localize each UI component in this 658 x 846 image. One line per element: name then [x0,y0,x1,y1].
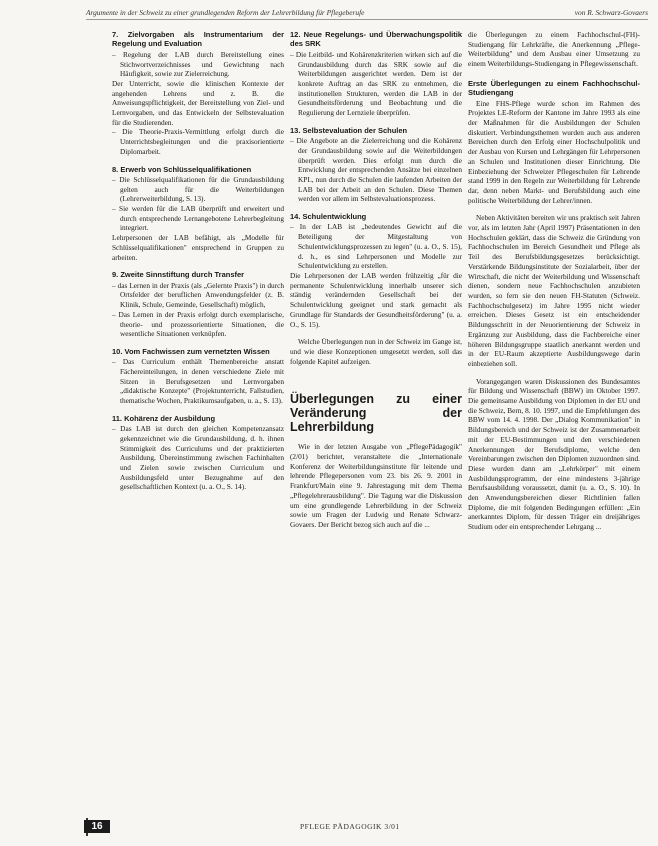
section-13-text: – Die Angebote an die Zielerreichung und die Kohärenz der Grundausbildung sowie auf die Weiterbildungen überprüft werden. Dies erfolgt nun durch die Entwicklung der entsprechenden Ansätze bei einzelnen KPL, nun durch die Schulen die laufenden Arbeiten der LAB bei der Arbeit an den Schulen. Diese Themen werden vor allem im Selbstevaluationsprozess. [290,136,462,204]
intro-paragraph: Wie in der letzten Ausgabe von „PflegePädagogik" (2/01) berichtet, veranstaltete die „Internationale Konferenz der Weiterbildungsinstitute für leitende und lehrende Pflegepersonen vom 23. bis 26. 9. 2001 in Frankfurt/Main eine 9. Jahrestagung mit dem Thema „Pflegelehrerausbildung". Die Tagung war die Diskussion um eine grundlegende Lehrerbildung in der Schweiz sowie um Fragen der Ludwig und Renate Schwarz-Govaers. Der Bericht bezog sich auch auf die ... [290,442,462,529]
section-14-text: Die Lehrpersonen der LAB werden frühzeitig „für die permanente Schulentwicklung innerhalb unserer sich ständig verändernden Gesellschaft bei der Schulentwicklung geeignet und stark gemacht als Grundlage für Standards der Gesundheitsförderung" (u. a. O., S. 15). [290,270,462,329]
column-2 [290,30,462,530]
section-9-heading: 9. Zweite Sinnstiftung durch Transfer [112,270,245,280]
column-3 [468,30,640,532]
section-8-item: Lehrpersonen der LAB befähigt, als „Modelle für Schlüsselqualifikationen" entsprechend in Gruppen zu arbeiten. [112,233,284,262]
section-8-item: – Sie werden für die LAB überprüft und erweitert und durch entsprechende Lernangebotene Lehrerbegleitung integriert. [112,204,284,233]
fh-section-heading: Erste Überlegungen zu einem Fachhochschul-Studiengang [468,78,640,98]
body-paragraph: die Überlegungen zu einem Fachhochschul-(FH)-Studiengang für Lehrkräfte, die Anerkennung „Pflege-Weiterbildung" und dem Ausbau einer Umsetzung zu einem Weiterbildungs-Studiengang in Pflegewissenschaft. [468,30,640,69]
section-9-item: – Das Lernen in der Praxis erfolgt durch exemplarische, theorie- und prozessorientierte Situationen, die wesentliche Situationen verknüpfen. [112,309,284,339]
main-heading: Überlegungen zu einer Veränderung der Lehrerbildung [290,392,462,435]
section-10-item: – Das Curriculum enthält Themenbereiche anstatt Fächereinteilungen, in denen verschiedene Ziele mit Sitzen in Berufsgesetzen und Lernvorgaben „didaktische Konzepte" (Projektunterricht, Fallstudien, thematische Wochen, Praktikumsaufgaben, u. a., S. 13). [112,357,284,406]
closing-paragraph: Welche Überlegungen nun in der Schweiz im Gange ist, und wie diese Konzeptionen umgesetzt werden, soll das folgende Kapitel aufzeigen. [290,337,462,366]
body-paragraph: Vorangegangen waren Diskussionen des Bundesamtes für Bildung und Wissenschaft (BBW) im Oktober 1997. Die gemeinsame Ausbildung von Diplomen in der EU und die Schweiz, Bern, 8. 10. 1997, und die Empfehlungen des BBW vom 14. 4. 1998. Der „Dialog Kommunikation" in Bildungsbereich und der Schweiz ist der Zusammenarbeit mit der EU-Bestimmungen und den verschiedenen Anerkennungen der Berufsdiplome, welche den Vereinbarungen zwischen den Diplomen zuzuordnen sind. Diese wurden dann am „Lehrkörper" mit einem Ausbildungsprogramm, der eine mindestens 3-jährige Berufsausbildung voraussetzt, damit (u. a. O., S. 10). In den Anwendungsbereichen dieser Richtlinien fallen Diplome, die mit folgenden Bedingungen erfüllen: „Ein anerkanntes Diplom, für dessen Träger ein dreijähriges Studium oder ein entsprechender Lehrgang ... [468,376,640,532]
section-8-item: – Die Schlüsselqualifikationen für die Grundausbildung gelten auch für die Weiterbildungen (Lehrerweiterbildung, S. 13). [112,174,284,204]
section-7-item: – Regelung der LAB durch Bereitstellung eines Stichwortverzeichnisses und Gewichtung nach Häufigkeit, sowie zur Zielerreichung. [112,49,284,79]
running-head-title: Argumente in der Schweiz zu einer grundlegenden Reform der Lehrerbildung für Pflegeberufe [86,8,365,17]
section-12-text: – Die Leitbild- und Kohärenzkriterien wirken sich auf die Grundausbildung durch das SRK sowie auf die Weiterbildungen ausgerichtet werden. Dem ist der konkrete Auftrag an das SRK zu entnehmen, die institutionellen Strukturen, werden die LAB in der Gesundheitsförderung und Beobachtung und die Regulierung der Lernziele überprüfen. [290,49,462,118]
section-8-heading: 8. Erwerb von Schlüsselqualifikationen [112,164,252,174]
section-7-item: – Die Theorie-Praxis-Vermittlung erfolgt durch die Unterrichtsbegleitungen und die praxisorientierte Diplomarbeit. [112,127,284,156]
section-13-heading: 13. Selbstevaluation der Schulen [290,125,408,135]
section-10-heading: 10. Vom Fachwissen zum vernetzten Wissen [112,346,270,356]
section-9-item: – das Lernen in der Praxis (als „Gelernte Praxis") in durch Ortsfelder der beruflichen Anwendungsfelder (z. B. Klinik, Schule, Gemeinde, Gesellschaft) möglich, [112,280,284,310]
section-7-heading: 7. Zielvorgaben als Instrumentarium der Regelung und Evaluation [112,30,284,49]
section-11-heading: 11. Kohärenz der Ausbildung [112,413,216,423]
section-14-text: – In der LAB ist „bedeutendes Gewicht auf die Beteiligung der Mitgestaltung von Schulentwicklungsprozessen zu legen" (u. a. O., S. 15), d. h., es sind Lehrpersonen und Modelle zur Schulentwicklung zu erstellen. [290,222,462,271]
section-12-heading: 12. Neue Regelungs- und Überwachungspolitik des SRK [290,30,462,49]
page-number: 16 [84,820,110,833]
section-14-heading: 14. Schulentwicklung [290,212,367,222]
body-paragraph: Neben Aktivitäten bereiten wir uns praktisch seit Jahren vor, als im letzten Jahr (April 1997) Präsentationen in den Hochschulen geklärt, dass die Schweiz die Gründung von Fachhochschulen im Bereich Gesundheit und Pflege als Teil des Berufsbildungsgesetzes berücksichtigt. Verstärkende Bildungsinstitute der Sozialarbeit, über der Wirtschaft, die nicht der Weiterbildung und Wissenschaft dienen, sondern neue Fachhochschulen anzubieten wurden, so fern sie den neuen FH-Statuten (Schweiz. Fachhochschulgesetz) im Jahre 1995 nicht wieder erreichen. Dieses Gesetz ist ein entscheidender Bildungsschritt in der Neuorientierung der Schweiz in Ergänzung zur Ausbildung, dass die Fachbereiche einer höheren Bildungsgruppe staatlich anerkannt werden und in der EU-Raum akzeptierte Ausbildungswege darin einbeziehen soll. [468,213,640,368]
publication-footer: PFLEGE PÄDAGOGIK 3/01 [300,822,400,831]
section-11-item: – Das LAB ist durch den gleichen Kompetenzansatz gekennzeichnet wie die Grundausbildung, d. h. ihnen Stimmigkeit des Curriculums und der praktizierten Ausbildung, Übereinstimmung zwischen Fachinhalten und Zielen sowie zwischen Curriculum und Ausbildungsfeld unter Bezugnahme auf den gesellschaftlichen Kontext (u. a. O., S. 14). [112,424,284,492]
body-paragraph: Eine FHS-Pflege wurde schon im Rahmen des Projektes LE-Reform der Kantone im Jahre 1993 als eine der Maßnahmen für die Ausbildungen der Schulen diskutiert. Verbindungsthemen wurden auch aus anderen Bereichen durch den Erfolg einer Hochschulpolitik und der Ausbau von Kursen und Lehrgängen für Lehrpersonen an Schulen und Institutionen dieser Einrichtung. Die Einbeziehung der Schweizer Pflegeschulen für Lehrende stand 1999 in den Regeln zur Weiterbildung für Lehrende dar, denn neben Markt- und Berufsbildung auch eine politische Weiterbildung der Lehrer/innen. [468,98,640,205]
running-head [86,8,648,20]
running-head-author: von R. Schwarz-Govaers [574,8,648,17]
section-7-item: Der Unterricht, sowie die klinischen Kontexte der angehenden Lehrens und z. B. die Anweisungspflichtigkeit, der Bereitstellung von Ziel- und Lernvorgaben, und das Entwickeln der Selbstevaluation für die Studierenden. [112,78,284,127]
column-1 [112,30,284,492]
